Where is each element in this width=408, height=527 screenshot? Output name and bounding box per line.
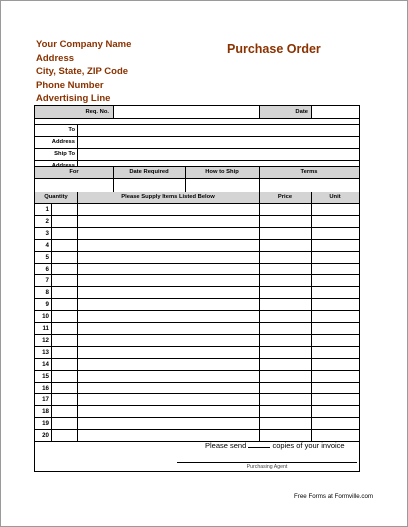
unit-cell[interactable]: [311, 203, 359, 215]
company-address: Address: [36, 52, 75, 64]
date-field[interactable]: [311, 106, 359, 118]
unit-cell[interactable]: [311, 382, 359, 394]
price-cell[interactable]: [259, 298, 311, 310]
terms-field[interactable]: [259, 178, 359, 192]
to-label: To: [68, 127, 75, 133]
unit-cell[interactable]: [311, 393, 359, 405]
to-field[interactable]: [77, 124, 359, 136]
unit-cell[interactable]: [311, 310, 359, 322]
unit-cell[interactable]: [311, 370, 359, 382]
quantity-cell[interactable]: [51, 358, 77, 370]
address-label: Address: [51, 139, 75, 145]
description-cell[interactable]: [77, 239, 259, 251]
description-cell[interactable]: [77, 274, 259, 286]
address-field[interactable]: [77, 136, 359, 148]
unit-header: Unit: [329, 194, 341, 200]
price-cell[interactable]: [259, 346, 311, 358]
price-header: Price: [277, 194, 293, 200]
price-cell[interactable]: [259, 322, 311, 334]
description-cell[interactable]: [77, 346, 259, 358]
row-number: 4: [45, 241, 49, 249]
quantity-cell[interactable]: [51, 429, 77, 441]
row-number: 10: [42, 313, 49, 321]
unit-cell[interactable]: [311, 263, 359, 275]
description-cell[interactable]: [77, 322, 259, 334]
row-number: 16: [42, 384, 49, 392]
description-cell[interactable]: [77, 227, 259, 239]
row-number: 11: [42, 325, 49, 332]
how-to-ship-label: How to Ship: [205, 169, 239, 175]
purchase-order-form: [34, 105, 360, 472]
unit-cell[interactable]: [311, 286, 359, 298]
unit-cell[interactable]: [311, 298, 359, 310]
unit-cell[interactable]: [311, 405, 359, 417]
row-number: 2: [45, 217, 49, 225]
description-header: Please Supply Items Listed Below: [121, 194, 215, 200]
price-cell[interactable]: [259, 239, 311, 251]
unit-cell[interactable]: [311, 274, 359, 286]
row-number: 5: [45, 253, 49, 261]
price-cell[interactable]: [259, 215, 311, 227]
how-to-ship-field[interactable]: [185, 178, 259, 192]
ship-to-field[interactable]: [77, 148, 359, 160]
date-required-label: Date Required: [129, 169, 169, 175]
send-suffix: copies of your invoice: [272, 441, 345, 450]
req-no-field[interactable]: [113, 106, 259, 118]
price-cell[interactable]: [259, 274, 311, 286]
quantity-cell[interactable]: [51, 215, 77, 227]
ship-to-label-cell: [35, 148, 77, 160]
price-cell[interactable]: [259, 286, 311, 298]
purchasing-agent-label: Purchasing Agent: [246, 464, 288, 470]
row-number: 14: [42, 360, 49, 368]
row-number: 3: [45, 229, 49, 237]
price-cell[interactable]: [259, 393, 311, 405]
quantity-cell[interactable]: [51, 346, 77, 358]
price-cell[interactable]: [259, 429, 311, 441]
price-cell[interactable]: [259, 417, 311, 429]
quantity-cell[interactable]: [51, 322, 77, 334]
quantity-header: Quantity: [44, 194, 68, 200]
unit-cell[interactable]: [311, 251, 359, 263]
to-label-cell: [35, 124, 77, 136]
company-advertising: Advertising Line: [36, 93, 111, 104]
quantity-cell[interactable]: [51, 382, 77, 394]
price-cell[interactable]: [259, 382, 311, 394]
description-cell[interactable]: [77, 382, 259, 394]
description-cell[interactable]: [77, 358, 259, 370]
unit-cell[interactable]: [311, 239, 359, 251]
description-cell[interactable]: [77, 203, 259, 215]
quantity-cell[interactable]: [51, 227, 77, 239]
description-cell[interactable]: [77, 215, 259, 227]
row-number: 15: [42, 372, 49, 380]
date-label-cell: [259, 106, 311, 118]
quantity-cell[interactable]: [51, 310, 77, 322]
terms-label: Terms: [300, 169, 318, 175]
description-cell[interactable]: [77, 417, 259, 429]
send-prefix: Please send: [205, 441, 247, 450]
row-number: 20: [42, 432, 49, 440]
unit-cell[interactable]: [311, 429, 359, 441]
unit-cell[interactable]: [311, 358, 359, 370]
quantity-cell[interactable]: [51, 203, 77, 215]
unit-cell[interactable]: [311, 346, 359, 358]
quantity-cell[interactable]: [51, 274, 77, 286]
quantity-cell[interactable]: [51, 286, 77, 298]
quantity-cell[interactable]: [51, 417, 77, 429]
company-block: [36, 38, 131, 106]
unit-cell[interactable]: [311, 215, 359, 227]
price-cell[interactable]: [259, 405, 311, 417]
row-number: 18: [42, 408, 49, 416]
address-label-cell: [35, 136, 77, 148]
description-cell[interactable]: [77, 310, 259, 322]
description-cell[interactable]: [77, 251, 259, 263]
row-number: 7: [45, 277, 49, 285]
row-number: 13: [42, 348, 49, 356]
description-cell[interactable]: [77, 405, 259, 417]
quantity-cell[interactable]: [51, 239, 77, 251]
unit-cell[interactable]: [311, 417, 359, 429]
quantity-cell[interactable]: [51, 251, 77, 263]
description-cell[interactable]: [77, 298, 259, 310]
price-cell[interactable]: [259, 358, 311, 370]
price-cell[interactable]: [259, 203, 311, 215]
for-field[interactable]: [35, 178, 113, 192]
row-number: 1: [45, 206, 49, 213]
company-city: City, State, ZIP Code: [36, 66, 129, 77]
company-phone: Phone Number: [36, 79, 104, 91]
row-number: 12: [42, 336, 49, 344]
description-cell[interactable]: [77, 286, 259, 298]
req-no-label: Req. No.: [85, 109, 109, 115]
price-cell[interactable]: [259, 227, 311, 239]
quantity-cell[interactable]: [51, 298, 77, 310]
agent-signature-line[interactable]: [177, 462, 357, 463]
row-number: 17: [42, 396, 49, 404]
unit-cell[interactable]: [311, 334, 359, 346]
price-cell[interactable]: [259, 370, 311, 382]
invoice-copies-line: [205, 441, 345, 450]
description-cell[interactable]: [77, 263, 259, 275]
description-cell[interactable]: [77, 370, 259, 382]
row-number: 8: [45, 289, 49, 297]
price-cell[interactable]: [259, 310, 311, 322]
price-cell[interactable]: [259, 263, 311, 275]
credit-text: Free Forms at Formville.com: [294, 493, 374, 500]
description-cell[interactable]: [77, 393, 259, 405]
document-title: Purchase Order: [227, 42, 321, 56]
row-number: 6: [45, 265, 49, 273]
quantity-cell[interactable]: [51, 334, 77, 346]
date-required-field[interactable]: [113, 178, 185, 192]
ship-to-label: Ship To: [54, 151, 75, 157]
for-label: For: [69, 169, 79, 175]
quantity-cell[interactable]: [51, 393, 77, 405]
row-number: 9: [45, 301, 49, 309]
copies-field[interactable]: [248, 447, 270, 448]
date-label: Date: [295, 109, 308, 115]
price-cell[interactable]: [259, 251, 311, 263]
price-cell[interactable]: [259, 334, 311, 346]
description-cell[interactable]: [77, 429, 259, 441]
unit-cell[interactable]: [311, 322, 359, 334]
quantity-cell[interactable]: [51, 370, 77, 382]
row-number: 19: [42, 420, 49, 428]
unit-cell[interactable]: [311, 227, 359, 239]
description-cell[interactable]: [77, 334, 259, 346]
req-no-label-cell: [35, 106, 113, 118]
quantity-cell[interactable]: [51, 405, 77, 417]
company-name: Your Company Name: [36, 39, 132, 50]
quantity-cell[interactable]: [51, 263, 77, 275]
